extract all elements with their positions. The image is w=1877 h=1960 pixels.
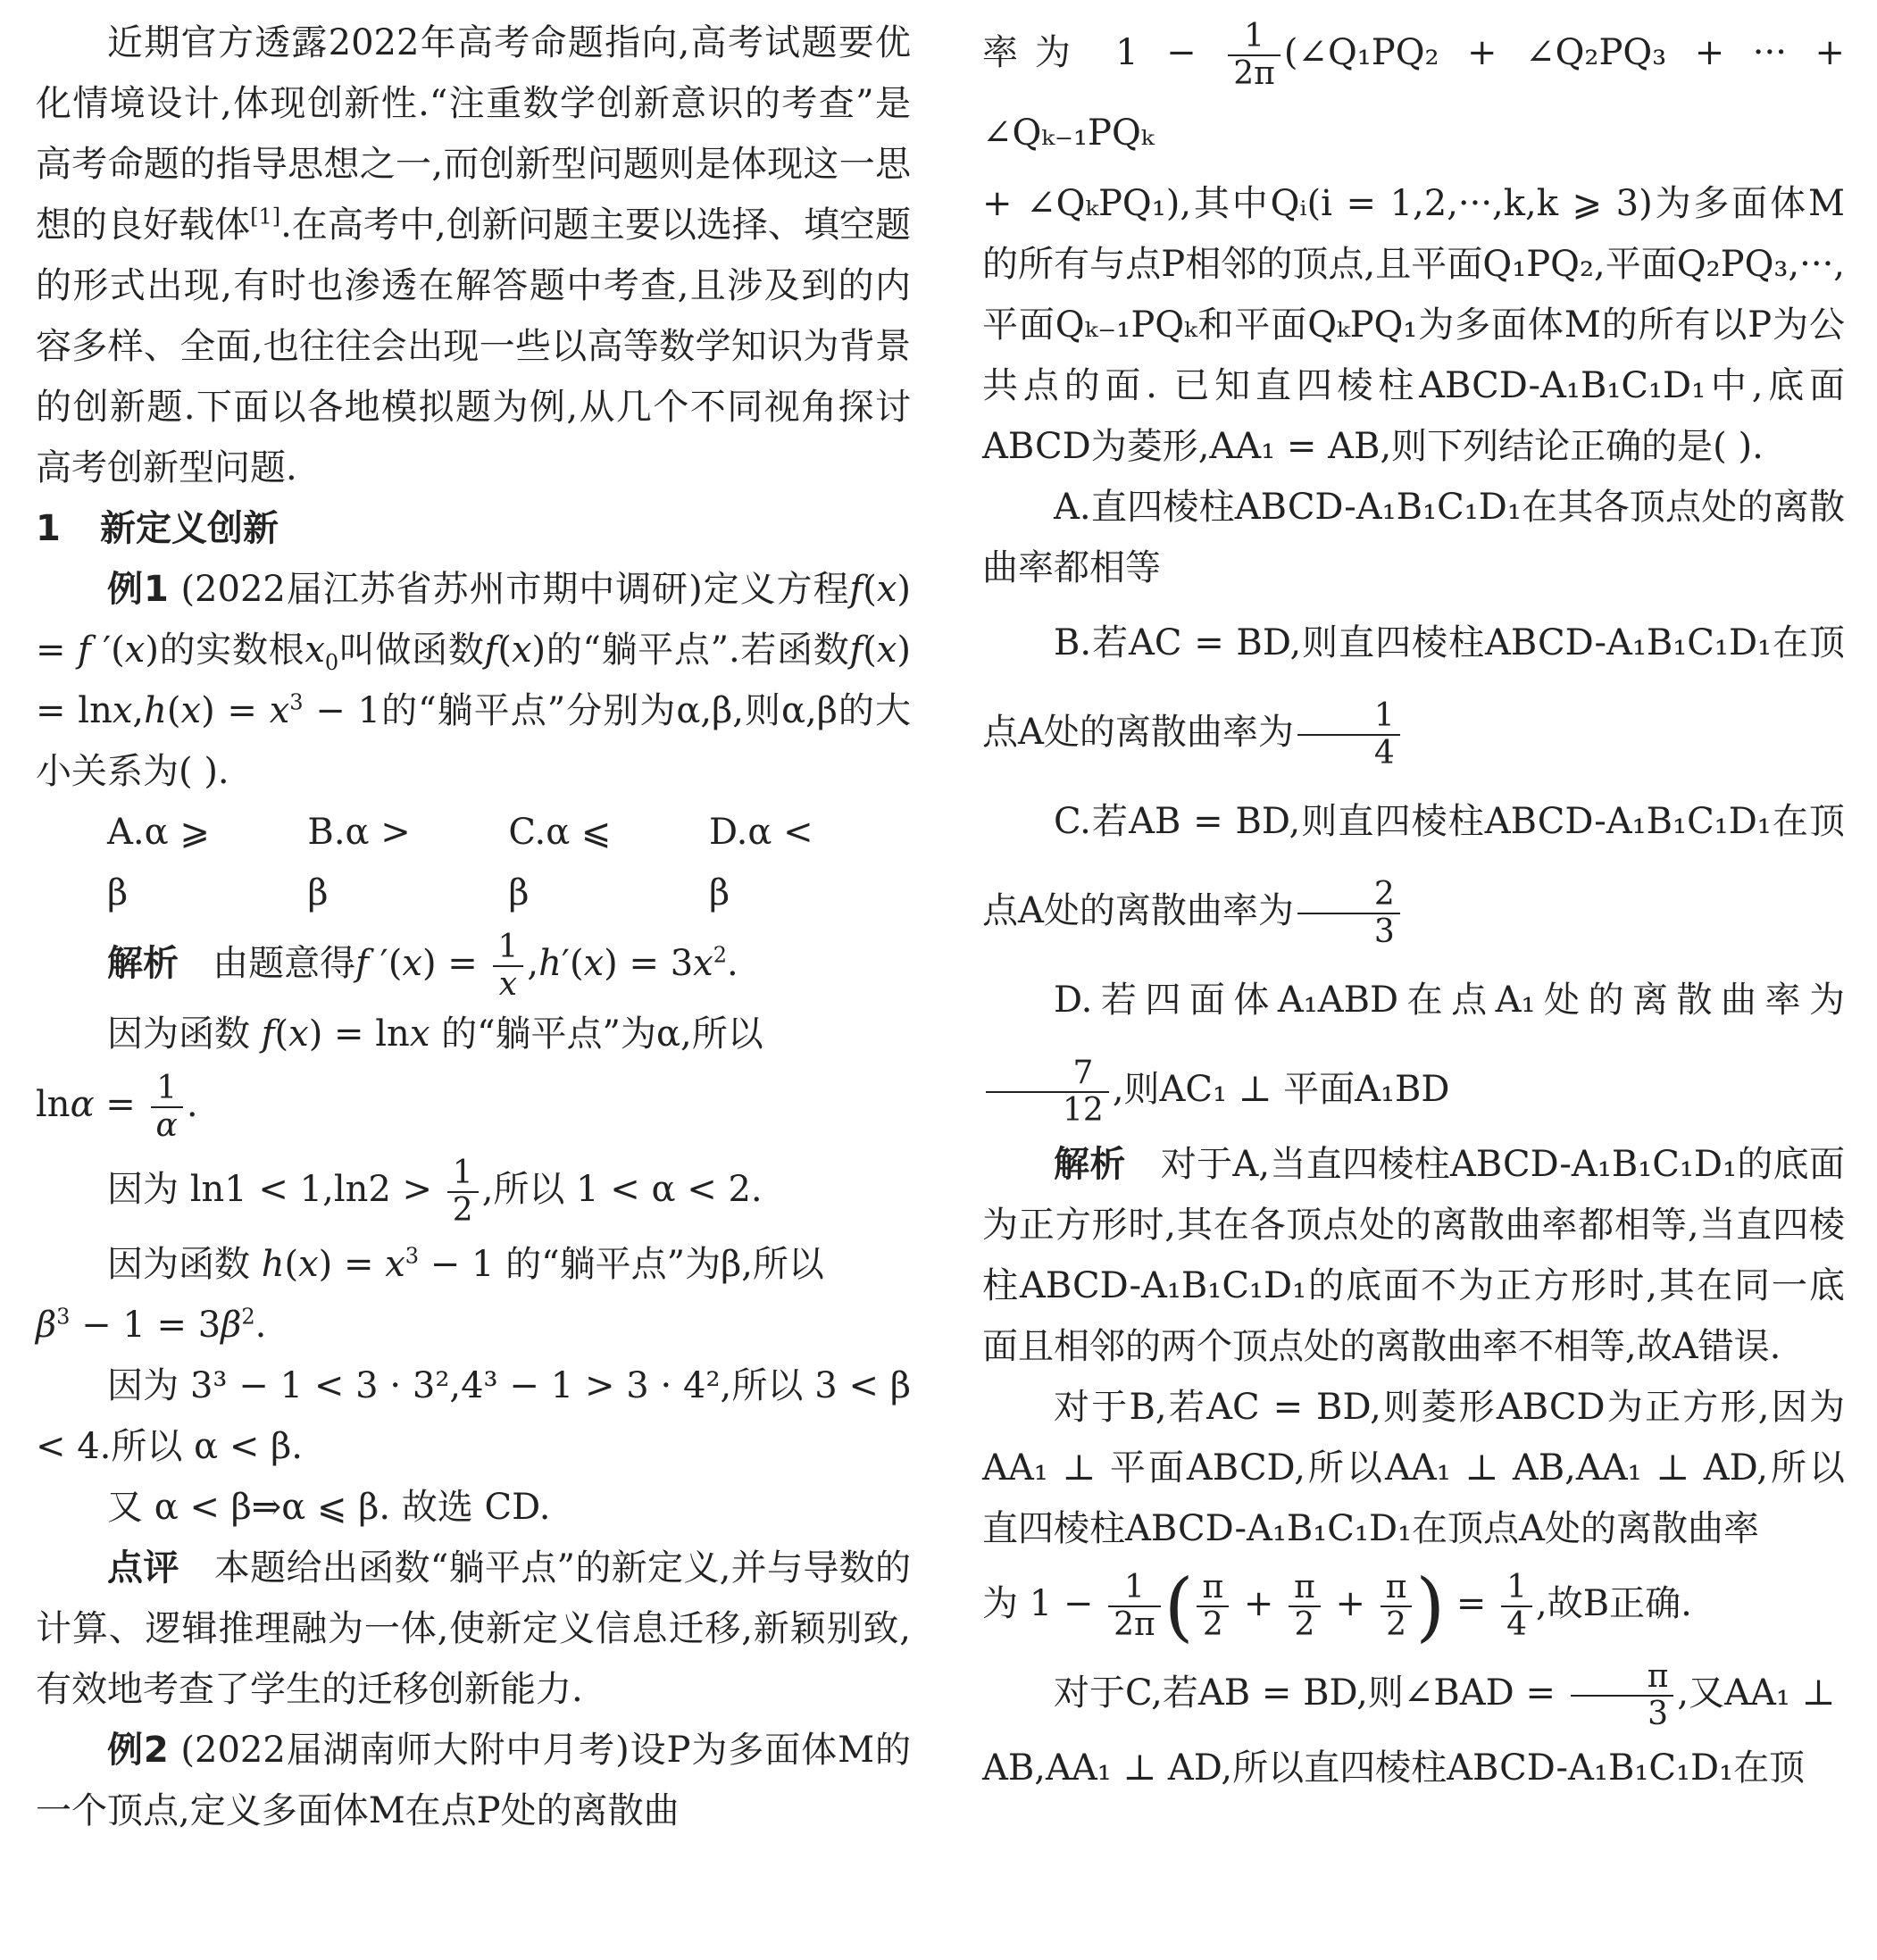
solution-line-5: 因为 3³ − 1 < 3 · 3²,4³ − 1 > 3 · 4²,所以 3 < β < 4.所以 α < β. [36, 1365, 911, 1467]
example-2-statement: 例2 (2022届湖南师大附中月考)设P为多面体M的一个顶点,定义多面体M在点P处的离散曲 [36, 1730, 911, 1831]
option-d: D.α < β [709, 812, 813, 913]
analysis-c-continued: AB,AA₁ ⊥ AD,所以直四棱柱ABCD-A₁B₁C₁D₁在顶 [982, 1747, 1806, 1789]
solution-line-1: 解析 由题意得f ′(x) = $\frac{1}{x}$ $,h'(x) = 3x^2$. [107, 929, 738, 1003]
fraction: $\frac{1}{x}$ [493, 930, 524, 1003]
solution-line-6: 又 α < β⇒α ⩽ β. 故选 CD. [107, 1487, 551, 1528]
solution-line-4: 因为函数 $h(x) = x^3 - 1$ 的“躺平点”为β,所以 [107, 1243, 824, 1285]
choice-c: C.若AB = BD,则直四棱柱ABCD-A₁B₁C₁D₁在顶点A处的离散曲率为 $\frac{2}{3}$ [982, 801, 1845, 950]
option-a: A.α ⩾ β [107, 812, 210, 913]
solution-eq-2: $\beta^3 - 1 = 3\beta^2$. [36, 1304, 267, 1346]
option-b: B.α > β [307, 812, 411, 913]
analysis-c: 对于C,若AB = BD,则∠BAD = $\frac{\pi}{3}$ ,又AA₁ ⊥ [1054, 1658, 1836, 1732]
right-column [982, 13, 1845, 1798]
fraction: $\frac{\pi}{2}$ [1197, 1570, 1229, 1643]
intro-paragraph: 近期官方透露2022年高考命题指向,高考试题要优化情境设计,体现创新性.“注重数学创新意识的考查”是高考命题的指导思想之一,而创新型问题则是体现这一思想的良好载体[1].在高考中,创新问题主要以选择、填空题的形式出现,有时也渗透在解答题中考查,且涉及到的内容多样、全面,也往往会出现一些以高等数学知识为背景的创新题.下面以各地模拟题为例,从几个不同视角探讨高考创新型问题. [36, 22, 911, 488]
analysis-a: 解析 对于A,当直四棱柱ABCD-A₁B₁C₁D₁的底面为正方形时,其在各顶点处的离散曲率都相等,当直四棱柱ABCD-A₁B₁C₁D₁的底面不为正方形时,其在同一底面且相邻的两个顶点处的离散曲率不相等,故A错误. [982, 1144, 1846, 1367]
fraction: $\frac{\pi}{2}$ [1381, 1570, 1413, 1643]
review-paragraph: 点评 本题给出函数“躺平点”的新定义,并与导数的计算、逻辑推理融为一体,使新定义信息迁移,新颖别致,有效地考查了学生的迁移创新能力. [36, 1547, 912, 1710]
fraction: $\frac{2}{3}$ [1297, 877, 1400, 950]
solution-line-2: 因为函数 f(x) = lnx 的“躺平点”为α,所以 [107, 1013, 763, 1055]
choice-b: B.若AC = BD,则直四棱柱ABCD-A₁B₁C₁D₁在顶点A处的离散曲率为 $\frac{1}{4}$ [982, 622, 1845, 771]
example-2-body: + ∠QₖPQ₁),其中Qᵢ(i = 1,2,···,k,k ⩾ 3)为多面体M的所有与点P相邻的顶点,且平面Q₁PQ₂,平面Q₂PQ₃,···,平面Qₖ₋₁PQₖ和平面QₖPQ₁为多面体M的所有以P为公共点的面. 已知直四棱柱ABCD-A₁B₁C₁D₁中,底面ABCD为菱形,AA₁ = AB,则下列结论正确的是( ). [982, 183, 1845, 467]
definition-formula: 率为 1 − $\frac{1}{2\pi}$ (∠Q₁PQ₂ + ∠Q₂PQ₃ + ··· + ∠Qₖ₋₁PQₖ [982, 18, 1845, 154]
choice-d: D.若四面体A₁ABD在点A₁处的离散曲率为 $\frac{7}{12}$ ,则AC₁ ⊥ 平面A₁BD [982, 955, 1845, 1134]
choice-a: A.直四棱柱ABCD-A₁B₁C₁D₁在其各顶点处的离散曲率都相等 [982, 487, 1845, 588]
solution-line-3: 因为 ln1 < 1,ln2 > $\frac{1}{2}$ ,所以 1 < α < 2. [107, 1155, 763, 1229]
left-column [36, 13, 911, 1841]
analysis-b-formula: 为 1 − $\frac{1}{2\pi}$ ( $\frac{\pi}{2}$ + $\frac{\pi}{2}$ + $\frac{\pi}{2}$ ) = $\frac{1}{4}$ ,故B正确. [982, 1563, 1692, 1650]
citation-ref: [1] [250, 204, 281, 229]
fraction: $\frac{1}{\alpha}$ [151, 1071, 183, 1144]
example-1-options [36, 802, 911, 923]
fraction: $\frac{1}{2}$ [447, 1155, 479, 1229]
fraction: $\frac{7}{12}$ [986, 1055, 1109, 1129]
fraction: $\frac{1}{2\pi}$ [1108, 1570, 1161, 1643]
solution-eq-1: lnα = $\frac{1}{\alpha}$ . [36, 1070, 198, 1144]
fraction: $\frac{\pi}{3}$ [1571, 1659, 1674, 1732]
option-c: C.α ⩽ β [508, 812, 612, 913]
fraction: $\frac{1}{2\pi}$ [1228, 19, 1281, 92]
fraction: $\frac{1}{4}$ [1297, 698, 1400, 771]
fraction: $\frac{\pi}{2}$ [1289, 1570, 1321, 1643]
fraction: $\frac{1}{4}$ [1501, 1570, 1532, 1643]
section-heading: 1 新定义创新 [36, 508, 279, 549]
analysis-b: 对于B,若AC = BD,则菱形ABCD为正方形,因为AA₁ ⊥ 平面ABCD,所以AA₁ ⊥ AB,AA₁ ⊥ AD,所以直四棱柱ABCD-A₁B₁C₁D₁在顶点A处的离散曲率 [982, 1387, 1845, 1549]
example-1-statement: 例1 (2022届江苏省苏州市期中调研)定义方程f(x) = f ′(x)的实数根$x_0$叫做函数f(x)的“躺平点”.若函数$f(x) = \ln x,h(x) = x^3 - 1$的“躺平点”分别为α,β,则α,β的大小关系为( ). [36, 569, 912, 792]
